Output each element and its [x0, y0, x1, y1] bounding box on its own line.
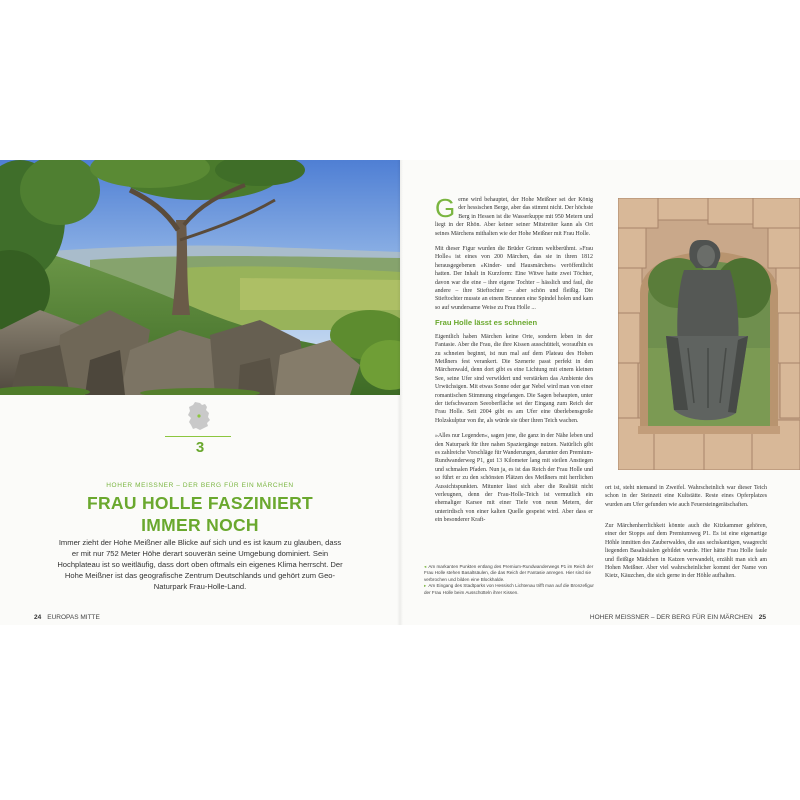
right-page [400, 160, 800, 625]
photo-captions [424, 564, 596, 596]
body-paragraph: Mit dieser Figur wurden die Brüder Grimm weltberühmt. »Frau Holle« ist eines von 200 Märchen, das sie in ihren 1812 herausgegebenen »Kinder- und Hausmärchen« veröffentlicht hatten. Der Inhalt in Kurzform: Eine Witwe hatte zwei Töchter, davon war die eine – ihre eigene Tochter – hässlich und faul, die andere – ihre Stieftochter – aber schön und fleißig. Die Stieftochter musste an einem Brunnen eine Spindel holen und kam so auf wundersame Weise zu Frau Holle ... [435, 246, 593, 311]
germany-map-icon [185, 401, 213, 431]
left-page [0, 160, 400, 625]
lead-paragraph: Immer zieht der Hohe Meißner alle Blicke auf sich und es ist kaum zu glauben, dass er mit nur 752 Meter Höhe derart souverän seine Umgebung dominiert. Sein Hochplateau ist so weitläufig, dass dort oben oftmals ein eigenes Klima herrscht. Der Hohe Meißner ist das geografische Zentrum Deutschlands und gehört zum Geo-Naturpark Frau-Holle-Land. [57, 538, 343, 591]
caption: ▸ Am Eingang des Stadtparks von Hessisch Lichtenau trifft man auf die Bronzefigur der Frau Holle beim Ausschütteln ihrer Kissen. [424, 583, 594, 595]
caption: ◂ Am markanten Punkten entlang des Premium-Rundwanderwegs P1 im Reich der Frau Holle stehen Basaltsäulen, die das Reich der Fantasie anregen. Hier sind sie verbrochen und bilden eine Blockhalde. [424, 564, 594, 582]
headline-line-2: IMMER NOCH [141, 515, 259, 535]
book-gutter [397, 160, 403, 625]
main-text-column [435, 193, 593, 532]
caption-marker-icon: ◂ [424, 564, 427, 569]
page-title [40, 492, 360, 536]
kicker: HOHER MEISSNER – DER BERG FÜR EIN MÄRCHEN [106, 482, 294, 489]
frau-holle-statue-photo [618, 198, 800, 470]
chapter-divider [165, 436, 231, 437]
folio-right [590, 614, 766, 621]
folio-left [34, 614, 100, 621]
page-number-left: 24 [34, 614, 42, 621]
body-paragraph: »Alles nur Legenden«, sagen jene, die ganz in der Nähe leben und den Naturpark für ihre nahen Spaziergänge nutzen. Natürlich gibt es zahlreiche Vorschläge für Wanderungen, darunter den Premium-Rundwanderweg P1, gut 13 Kilometer lang mit steilen Anstiegen und schmalen Pfaden. Nun ja, es ist das Reich der Frau Holle und so führt er zu den schönsten Plätzen des Meißners mit herrlichen Aussichtspunkten. Mitunter lässt sich aber die Realität nicht verleugnen, denn der Frau-Holle-Teich ist vermutlich ein ehemaliger Karsee mit einer Tiefe von neun Metern, der unterirdisch von einer kalten Quelle gespeist wird. Aber dass er ein besonderer Kraft- [435, 433, 593, 524]
body-paragraph: ort ist, steht niemand in Zweifel. Wahrscheinlich war dieser Teich schon in der Steinzeit eine Kultstätte. Reste eines Opferplatzes wurden am Ufer gefunden wie auch Feuersteingerätschaften. [605, 485, 767, 508]
body-paragraph: Zur Märchenherrlichkeit könnte auch die Kitzkammer gehören, einer der Stopps auf dem Premiumweg P1. Es ist eine eigenartige Höhle inmitten des Zauberwaldes, die aus sechskantigen, waagrecht liegenden Basaltsäulen gebildet wurde. Hier hätte Frau Holle faule und fleißige Mädchen in Katzen verwandelt, erzählt man sich am Hohen Meißner. Aber viel wahrscheinlicher kommt der Name von Kietz, Käuzchen, die sich gerne in der Höhle aufhalten. [605, 523, 767, 580]
column-c [605, 522, 767, 588]
section-subheading: Frau Holle lässt es schneien [435, 318, 538, 328]
body-paragraph: Gerne wird behauptet, der Hohe Meißner sei der König der hessischen Berge, aber das stimmt nicht. Der höchste Berg in Hessen ist die Wasserkuppe mit 950 Metern und liegt in der Rhön. Aber keiner seiner Mitstreiter kann als Ort seines Märchens mithalten wie der Hohe Meißner mit Frau Holle. [435, 193, 593, 237]
book-spread [0, 160, 800, 625]
page-number-right: 25 [758, 614, 766, 621]
caption-marker-icon: ▸ [424, 583, 427, 589]
drop-cap: G [435, 193, 456, 223]
running-head-right: HOHER MEISSNER – DER BERG FÜR EIN MÄRCHEN [589, 614, 753, 621]
chapter-number: 3 [195, 439, 205, 456]
headline-line-1: FRAU HOLLE FASZINIERT [86, 493, 313, 513]
landscape-photo [0, 160, 400, 395]
body-paragraph: Eigentlich haben Märchen keine Orte, sondern leben in der Fantasie. Aber die Frau, die ihre Kissen ausschüttelt, woraufhin es zu schneien beginnt, ist nun mal auf dem Plateau des Hohen Meißners fest verankert. Die Szenerie passt perfekt in den Märchenwald, denn dort gibt es eine Lichtung mit einem kleinen See, seine Ufer sind verwildert und verstärken das Ambiente des Urwüchsigen. Mit etwas Sonne oder gar Nebel wird man von einer romantischen Stimmung eingefangen. Die Sagen behaupten, unter der tiefschwarzen Seeoberfläche sei der Eingang zum Reich der Frau Holle. Seit 2004 gibt es am Ufer eine überlebensgroße Holzskulptur von ihr, als würde sie über ihren Teich wachen. [435, 333, 593, 424]
running-head-left: EUROPAS MITTE [47, 614, 100, 621]
column-b [605, 484, 767, 516]
